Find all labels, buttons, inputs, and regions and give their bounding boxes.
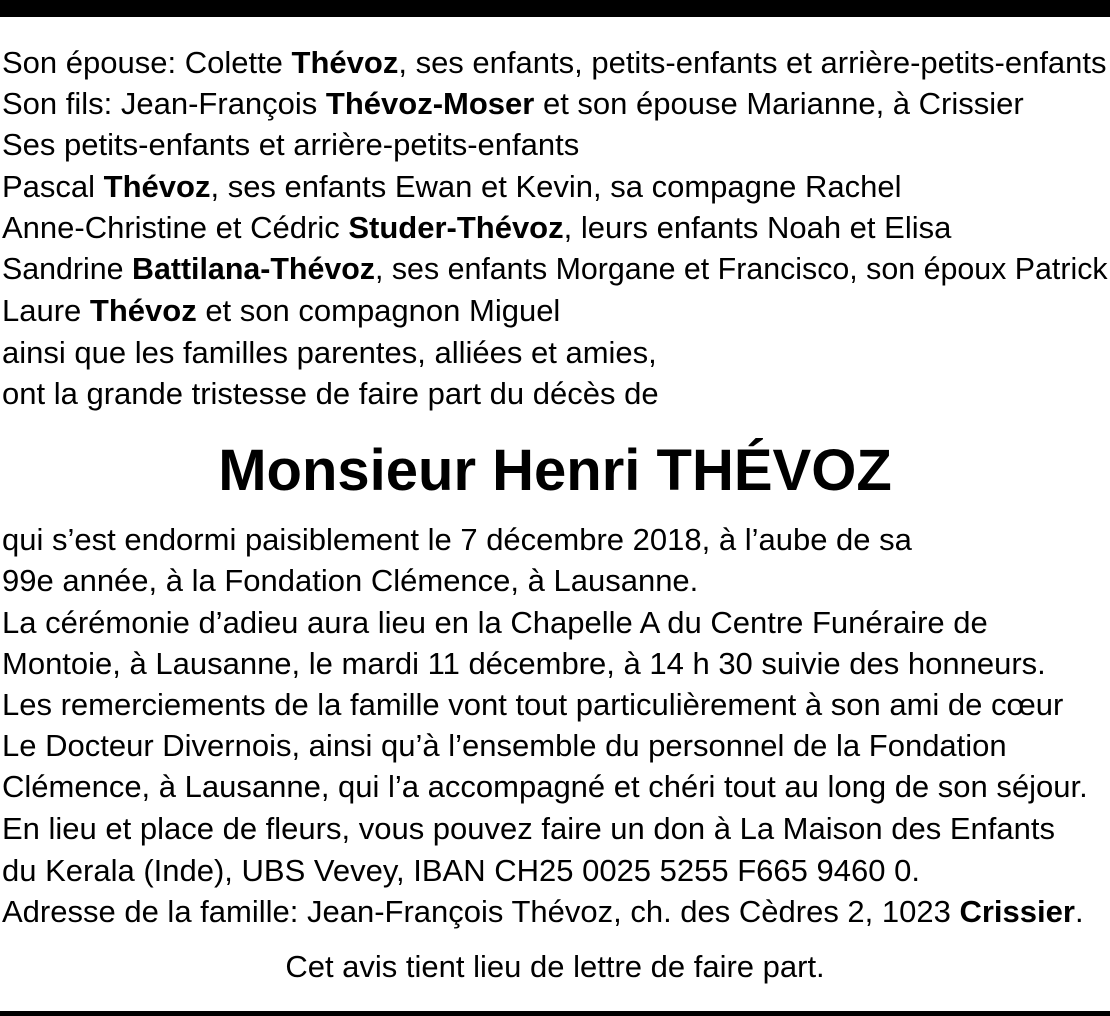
text-run: Montoie, à Lausanne, le mardi 11 décembre, à 14 h 30 suivie des honneurs. xyxy=(2,646,1046,681)
family-name: Thévoz xyxy=(89,293,197,328)
body-line xyxy=(2,521,1108,559)
text-run: La cérémonie d’adieu aura lieu en la Chapelle A du Centre Funéraire de xyxy=(2,605,988,640)
text-run: Son fils: Jean-François xyxy=(2,86,326,121)
family-line xyxy=(2,85,1108,123)
family-line xyxy=(2,126,1108,164)
text-run: Sandrine xyxy=(2,251,133,286)
text-run: En lieu et place de fleurs, vous pouvez faire un don à La Maison des Enfants xyxy=(2,811,1055,846)
body-line xyxy=(2,768,1108,806)
text-run: Le Docteur Divernois, ainsi qu’à l’ensemble du personnel de la Fondation xyxy=(2,728,1007,763)
text-run: Clémence, à Lausanne, qui l’a accompagné et chéri tout au long de son séjour. xyxy=(2,769,1088,804)
family-line xyxy=(2,334,1108,372)
text-run: Anne-Christine et Cédric xyxy=(2,210,349,245)
body-line xyxy=(2,893,1108,931)
text-run: Pascal xyxy=(2,169,104,204)
text-run: et son épouse Marianne, à Crissier xyxy=(534,86,1024,121)
family-name: Studer-Thévoz xyxy=(348,210,564,245)
text-run: , ses enfants Ewan et Kevin, sa compagne Rachel xyxy=(210,169,902,204)
family-line xyxy=(2,44,1108,82)
text-run: . xyxy=(1074,894,1084,929)
body-line xyxy=(2,645,1108,683)
bottom-rule xyxy=(0,1011,1110,1016)
body-line xyxy=(2,604,1108,642)
text-run: Laure xyxy=(2,293,90,328)
family-name: Battilana-Thévoz xyxy=(132,251,375,286)
text-run: Son épouse: Colette xyxy=(2,45,292,80)
text-run: ainsi que les familles parentes, alliées et amies, xyxy=(2,335,657,370)
closing-note: Cet avis tient lieu de lettre de faire part. xyxy=(285,949,825,984)
top-rule xyxy=(0,0,1110,17)
family-name: Crissier xyxy=(959,894,1075,929)
text-run: 99e année, à la Fondation Clémence, à Lausanne. xyxy=(2,563,699,598)
family-line xyxy=(2,375,1108,413)
family-line xyxy=(2,209,1108,247)
body-line xyxy=(2,562,1108,600)
family-line xyxy=(2,292,1108,330)
body-line xyxy=(2,852,1108,890)
body-line xyxy=(2,727,1108,765)
body-line xyxy=(2,686,1108,724)
text-run: qui s’est endormi paisiblement le 7 décembre 2018, à l’aube de sa xyxy=(2,522,912,557)
text-run: et son compagnon Miguel xyxy=(196,293,561,328)
text-run: ont la grande tristesse de faire part du décès de xyxy=(2,376,659,411)
family-name: Thévoz xyxy=(291,45,399,80)
text-run: du Kerala (Inde), UBS Vevey, IBAN CH25 0025 5255 F665 9460 0. xyxy=(2,853,920,888)
deceased-name: Monsieur Henri THÉVOZ xyxy=(218,438,892,503)
text-run: , ses enfants Morgane et Francisco, son époux Patrick xyxy=(374,251,1108,286)
text-run: Les remerciements de la famille vont tout particulièrement à son ami de cœur xyxy=(2,687,1064,722)
family-line xyxy=(2,168,1108,206)
family-name: Thévoz xyxy=(103,169,211,204)
text-run: Adresse de la famille: Jean-François Thévoz, ch. des Cèdres 2, 1023 xyxy=(2,894,960,929)
family-line xyxy=(2,250,1108,288)
body-line xyxy=(2,810,1108,848)
family-name: Thévoz-Moser xyxy=(325,86,535,121)
text-run: , leurs enfants Noah et Elisa xyxy=(563,210,952,245)
text-run: Ses petits-enfants et arrière-petits-enfants xyxy=(2,127,580,162)
text-run: , ses enfants, petits-enfants et arrière-petits-enfants xyxy=(398,45,1107,80)
